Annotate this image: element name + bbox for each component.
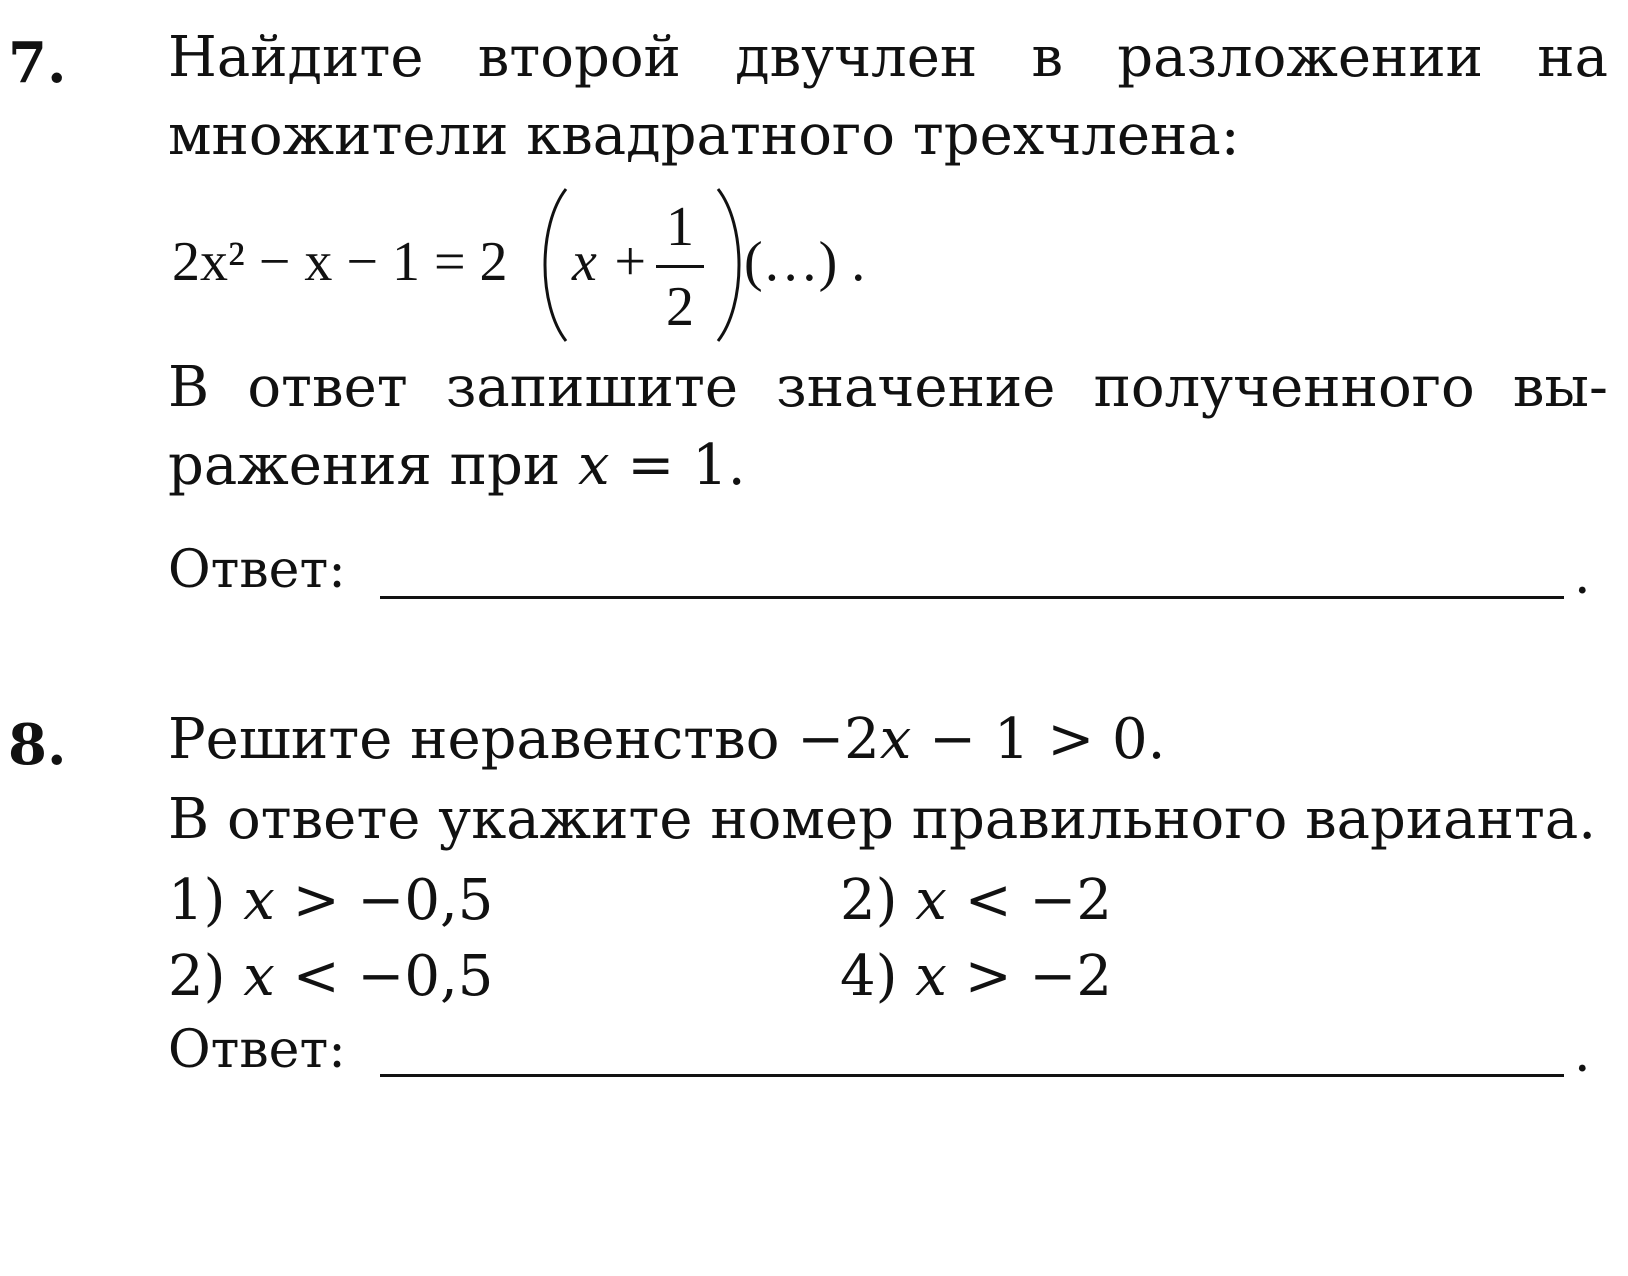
task-7-text-line-4 xyxy=(168,433,746,498)
option-1 xyxy=(168,868,493,933)
option-rest: < −0,5 xyxy=(292,944,494,1009)
task-7-text-line-1 xyxy=(168,25,1608,90)
option-label: 2) xyxy=(840,868,898,933)
word: в xyxy=(1031,25,1063,90)
formula-tail: (…) . xyxy=(744,231,866,293)
option-label: 2) xyxy=(168,944,226,1009)
option-3 xyxy=(168,944,493,1009)
word: Найдите xyxy=(168,25,424,90)
task-8-instruction: В ответе укажите номер правильного варианта. xyxy=(168,787,1597,852)
task-7-answer-field[interactable] xyxy=(380,596,1564,599)
word: второй xyxy=(477,25,681,90)
task-7-text-line-3 xyxy=(168,355,1608,420)
option-label: 1) xyxy=(168,868,226,933)
word: ответ xyxy=(247,355,408,420)
task-7-formula xyxy=(172,185,932,355)
word: значение xyxy=(776,355,1056,420)
variable-x: x xyxy=(577,433,610,498)
task-7-answer-label: Ответ: xyxy=(168,540,346,600)
option-2 xyxy=(840,868,1112,933)
task-8-answer-dot: . xyxy=(1574,1024,1591,1084)
option-rest: < −2 xyxy=(964,868,1112,933)
word: В xyxy=(168,355,210,420)
variable-x: x xyxy=(879,707,912,772)
variable-x: x xyxy=(243,868,275,933)
left-paren xyxy=(532,185,572,345)
task-7-answer-dot: . xyxy=(1574,546,1591,606)
variable-x: x xyxy=(243,944,275,1009)
option-rest: > −0,5 xyxy=(292,868,494,933)
option-4 xyxy=(840,944,1112,1009)
line-4-suffix: = 1. xyxy=(627,433,746,498)
fraction-numerator: 1 xyxy=(666,196,694,258)
word: на xyxy=(1537,25,1608,90)
task-7-number: 7. xyxy=(8,30,67,96)
word: вы- xyxy=(1512,355,1608,420)
task-8-answer-label: Ответ: xyxy=(168,1020,346,1080)
line-4-prefix: ражения при xyxy=(168,433,561,498)
task-8-text-suffix: − 1 > 0. xyxy=(929,707,1166,772)
fraction-denominator: 2 xyxy=(666,276,694,338)
option-label: 4) xyxy=(840,944,898,1009)
task-7-text-line-2: множители квадратного трехчлена: xyxy=(168,103,1240,168)
task-8-text-prefix: Решите неравенство −2 xyxy=(168,707,880,772)
word: полученного xyxy=(1093,355,1475,420)
variable-x: x xyxy=(915,868,947,933)
word: разложении xyxy=(1117,25,1483,90)
fraction-bar xyxy=(656,265,704,268)
formula-lhs: 2x² − x − 1 = 2 xyxy=(172,231,508,293)
word: запишите xyxy=(445,355,738,420)
word: двучлен xyxy=(735,25,978,90)
task-8-text xyxy=(168,707,1166,772)
option-rest: > −2 xyxy=(964,944,1112,1009)
formula-inner-x: x + xyxy=(572,231,649,293)
variable-x: x xyxy=(915,944,947,1009)
task-8-number: 8. xyxy=(8,712,67,778)
task-8-answer-field[interactable] xyxy=(380,1074,1564,1077)
